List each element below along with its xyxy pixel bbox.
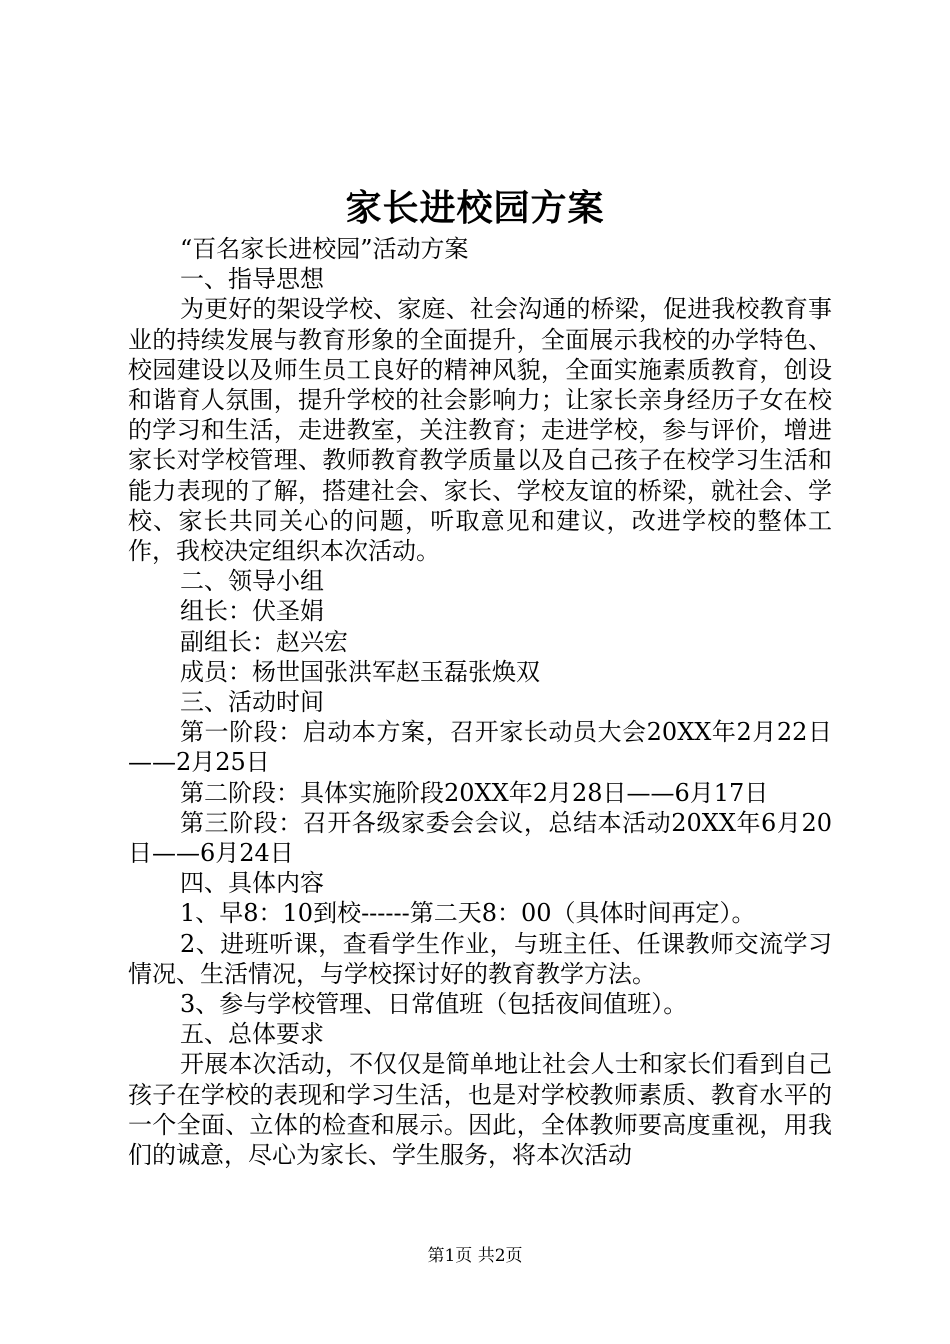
- deputy-leader-line: 副组长：赵兴宏: [180, 627, 348, 656]
- document-title: 家长进校园方案: [345, 187, 605, 229]
- body-paragraph-purpose: 为更好的架设学校、家庭、社会沟通的桥梁，促进我校教育事业的持续发展与教育形象的全面提升，全面展示我校的办学特色、校园建设以及师生员工良好的精神风貌，全面实施素质教育，创设和谐育人氛围，提升学校的社会影响力；让家长亲身经历子女在校的学习和生活，走进教室，关注教育；走进学校，参与评价，增进家长对学校管理、教师教育教学质量以及自己孩子在校学习生活和能力表现的了解，搭建社会、家长、学校友谊的桥梁，就社会、学校、家长共同关心的问题，听取意见和建议，改进学校的整体工作，我校决定组织本次活动。: [128, 295, 832, 566]
- members-line: 成员：杨世国张洪军赵玉磊张焕双: [180, 657, 540, 686]
- section-heading-leadership-group: 二、领导小组: [180, 567, 324, 596]
- content-item-2: 2、进班听课，查看学生作业，与班主任、任课教师交流学习情况、生活情况，与学校探讨好的教育教学方法。: [128, 929, 832, 988]
- page-footer: 第1页 共2页: [427, 1246, 523, 1266]
- phase-one-line: 第一阶段：启动本方案，召开家长动员大会20XX年2月22日——2月25日: [128, 718, 832, 777]
- phase-three-line: 第三阶段：召开各级家委会会议，总结本活动20XX年6月20日——6月24日: [128, 808, 832, 868]
- section-heading-activity-time: 三、活动时间: [180, 688, 324, 717]
- phase-two-line: 第二阶段：具体实施阶段20XX年2月28日——6月17日: [180, 778, 769, 807]
- leader-line: 组长：伏圣娟: [180, 597, 324, 626]
- section-heading-general-requirements: 五、总体要求: [180, 1020, 324, 1049]
- section-heading-specific-content: 四、具体内容: [180, 869, 324, 898]
- subtitle-paragraph: “百名家长进校园”活动方案: [180, 235, 469, 263]
- body-paragraph-requirements: 开展本次活动，不仅仅是简单地让社会人士和家长们看到自己孩子在学校的表现和学习生活，也是对学校教师素质、教育水平的一个全面、立体的检查和展示。因此，全体教师要高度重视，用我们的诚意，尽心为家长、学生服务，将本次活动: [128, 1050, 832, 1170]
- content-item-1: 1、早8：10到校------第二天8：00（具体时间再定）。: [180, 899, 756, 928]
- content-item-3: 3、参与学校管理、日常值班（包括夜间值班）。: [180, 990, 688, 1019]
- section-heading-guiding-ideology: 一、指导思想: [180, 265, 324, 294]
- document-body: [128, 234, 832, 1170]
